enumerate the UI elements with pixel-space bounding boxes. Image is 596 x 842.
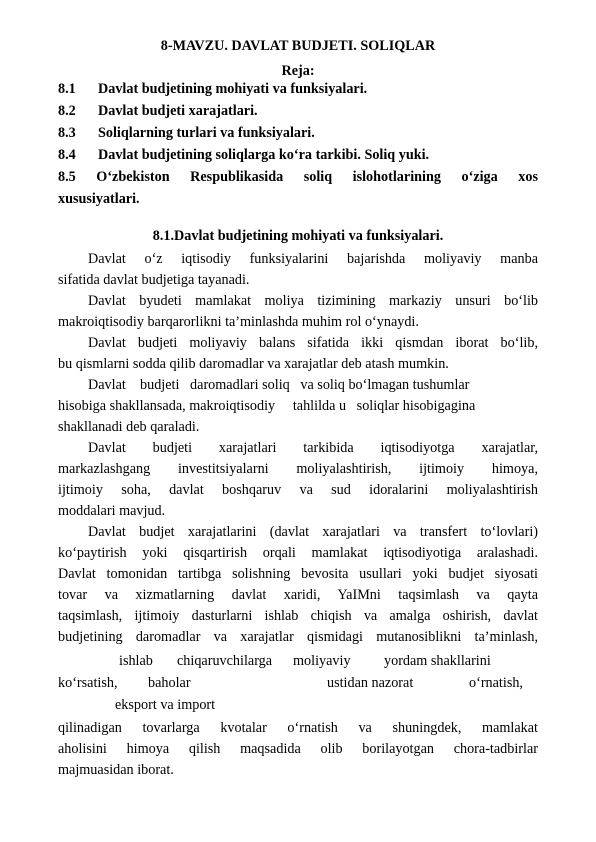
scattered-word: baholar xyxy=(148,675,191,691)
section-heading: 8.1.Davlat budjetining mohiyati va funksiyalari. xyxy=(152,228,444,244)
scattered-word: moliyaviy xyxy=(293,653,351,669)
body-line: taqsimlash, ijtimoiy dasturlarni ishlab chiqish va amalga oshirish, davlat xyxy=(58,608,538,624)
body-line: Davlat o‘z iqtisodiy funksiyalarini bajarishda moliyaviy manba xyxy=(88,251,538,267)
plan-item-number: 8.2 xyxy=(58,103,76,119)
body-line: bu qismlarni sodda qilib daromadlar va xarajatlar deb atash mumkin. xyxy=(58,356,449,372)
body-line: Davlat budjeti moliyaviy balans sifatida ikki qismdan iborat bo‘lib, xyxy=(88,335,538,351)
body-line: Davlat budjeti xarajatlari tarkibida iqtisodiyotga xarajatlar, xyxy=(88,440,538,456)
plan-item-number: 8.3 xyxy=(58,125,76,141)
plan-item-number: 8.4 xyxy=(58,147,76,163)
page-title: 8-MAVZU. DAVLAT BUDJETI. SOLIQLAR xyxy=(160,38,436,54)
plan-item xyxy=(58,80,367,98)
body-line: Davlat byudeti mamlakat moliya tizimining markaziy unsuri bo‘lib xyxy=(88,293,538,309)
body-line: ijtimoiy soha, davlat boshqaruv va sud idoralarini moliyalashtirish xyxy=(58,482,538,498)
plan-item-text: Davlat budjetining mohiyati va funksiyalari. xyxy=(98,81,368,97)
body-line: hisobiga shakllansada, makroiqtisodiy tahlilda u soliqlar hisobigagina xyxy=(58,398,476,414)
body-line: Davlat budjet xarajatlarini (davlat xarajatlari va transfert to‘lovlari) xyxy=(88,524,538,540)
body-line: budjetining daromadlar va xarajatlar qismidagi mutanosiblikni ta’minlash, xyxy=(58,629,538,645)
body-line: qilinadigan tovarlarga kvotalar o‘rnatish va shuningdek, mamlakat xyxy=(58,720,538,736)
body-line: tovar va xizmatlarning davlat xaridi, YaIMni taqsimlash va qayta xyxy=(58,587,538,603)
plan-item xyxy=(58,146,429,164)
body-line: Davlat budjeti daromadlari soliq va soliq bo‘lmagan tushumlar xyxy=(88,377,470,393)
scattered-word: o‘rnatish, xyxy=(469,675,523,691)
plan-item xyxy=(58,102,258,120)
scattered-word: chiqaruvchilarga xyxy=(177,653,273,669)
scattered-word: eksport va import xyxy=(115,697,216,713)
plan-item-text: Davlat budjeti xarajatlari. xyxy=(98,103,258,119)
scattered-word: ustidan nazorat xyxy=(327,675,414,691)
scattered-word: ishlab xyxy=(119,653,153,669)
body-line: Davlat tomonidan tartibga solishning bevosita usullari yoki budjet siyosati xyxy=(58,566,538,582)
body-line: majmuasidan iborat. xyxy=(58,762,174,778)
body-line: makroiqtisodiy barqarorlikni ta’minlashda muhim rol o‘ynaydi. xyxy=(58,314,419,330)
plan-item-text: Davlat budjetining soliqlarga ko‘ra tarkibi. Soliq yuki. xyxy=(98,147,430,163)
body-line: ko‘paytirish yoki qisqartirish orqali mamlakat iqtisodiyotiga aralashadi. xyxy=(58,545,538,561)
plan-item-text: Soliqlarning turlari va funksiyalari. xyxy=(98,125,315,141)
body-line: shakllanadi deb qaraladi. xyxy=(58,419,200,435)
plan-label: Reja: xyxy=(281,63,315,79)
body-line: markazlashgang investitsiyalarni moliyalashtirish, ijtimoiy himoya, xyxy=(58,461,538,477)
plan-item-number: 8.1 xyxy=(58,81,76,97)
body-line: aholisini himoya qilish maqsadida olib borilayotgan chora-tadbirlar xyxy=(58,741,538,757)
scattered-word: ko‘rsatish, xyxy=(58,675,118,691)
body-line: sifatida davlat budjetiga tayanadi. xyxy=(58,272,250,288)
plan-item-5-line-1: 8.5 O‘zbekiston Respublikasida soliq islohotlarining o‘ziga xos xyxy=(58,169,538,185)
scattered-word: yordam shakllarini xyxy=(384,653,491,669)
plan-item-5-line-2: xususiyatlari. xyxy=(58,191,140,207)
body-line: moddalari mavjud. xyxy=(58,503,166,519)
plan-item xyxy=(58,124,315,142)
